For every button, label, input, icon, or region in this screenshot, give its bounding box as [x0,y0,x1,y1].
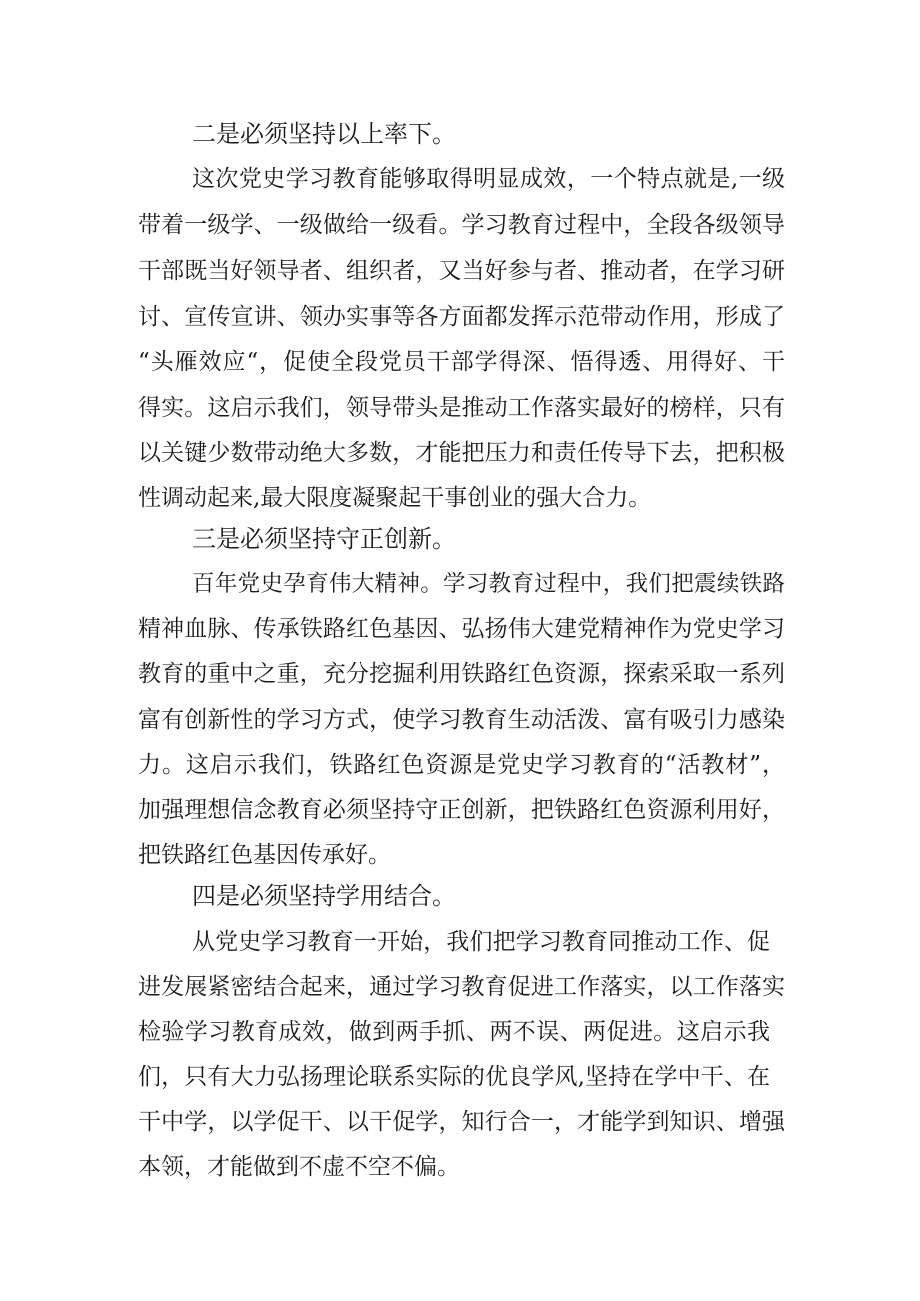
paragraph-line: 讨、宣传宣讲、领办实事等各方面都发挥示范带动作用，形成了 [138,304,785,330]
paragraph-line: 干中学，以学促干、以干促学，知行合一，才能学到知识、增强 [138,1109,785,1135]
paragraph-line: 进发展紧密结合起来，通过学习教育促进工作落实，以工作落实 [138,974,785,1000]
paragraph-line: 带着一级学、一级做给一级看。学习教育过程中，全段各级领导 [138,212,785,238]
paragraph-line: 精神血脉、传承铁路红色基因、弘扬伟大建党精神作为党史学习 [138,616,785,642]
paragraph-line: 性调动起来,最大限度凝聚起干事创业的强大合力。 [138,485,652,511]
paragraph-line: 教育的重中之重，充分挖掘利用铁路红色资源，探索采取一系列 [138,661,785,687]
paragraph-line: 加强理想信念教育必须坚持守正创新，把铁路红色资源利用好， [138,797,785,823]
paragraph-line: 检验学习教育成效，做到两手抓、两不误、两促进。这启示我 [138,1019,770,1045]
paragraph-line: 以关键少数带动绝大多数，才能把压力和责任传导下去，把积极 [138,440,785,466]
paragraph-line: 把铁路红色基因传承好。 [138,842,391,868]
paragraph-line: 富有创新性的学习方式，使学习教育生动活泼、富有吸引力感染 [138,707,785,733]
paragraph-line: 从党史学习教育一开始，我们把学习教育同推动工作、促 [192,929,770,955]
paragraph-line: 们，只有大力弘扬理论联系实际的优良学风,坚持在学中干、在 [138,1064,770,1090]
paragraph-line: 这次党史学习教育能够取得明显成效，一个特点就是,一级 [192,166,785,192]
paragraph-line: “头雁效应“，促使全段党员干部学得深、悟得透、用得好、干 [138,349,785,375]
paragraph-line: 力。这启示我们，铁路红色资源是党史学习教育的“活教材”， [138,752,785,778]
paragraph-line: 干部既当好领导者、组织者，又当好参与者、推动者，在学习研 [138,258,785,284]
section-heading: 四是必须坚持学用结合。 [192,882,456,910]
section-heading: 三是必须坚持守正创新。 [192,525,456,553]
section-heading: 二是必须坚持以上率下。 [192,120,456,148]
paragraph-line: 本领，才能做到不虚不空不偏。 [138,1154,460,1180]
paragraph-line: 得实。这启示我们，领导带头是推动工作落实最好的榜样，只有 [138,395,785,421]
paragraph-line: 百年党史孕育伟大精神。学习教育过程中，我们把震续铁路 [192,571,785,597]
